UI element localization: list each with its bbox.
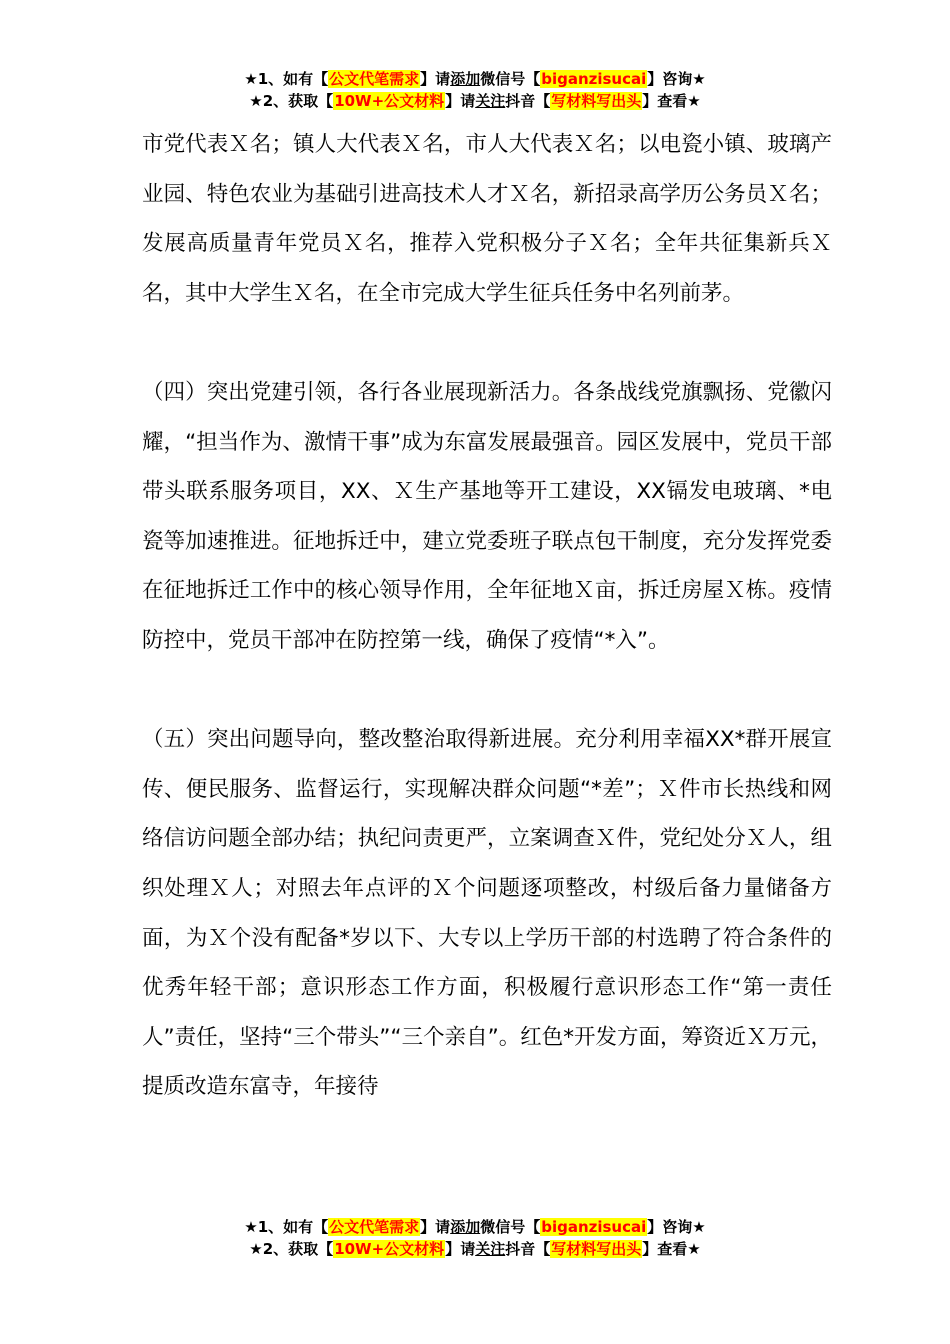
banner-text: 】查看★ [642, 92, 701, 110]
underlined-text: 关注 [475, 92, 506, 110]
highlight-label: 10W+公文材料 [334, 92, 445, 110]
banner-text: 】咨询★ [647, 70, 706, 88]
banner-line-1 [0, 68, 950, 90]
banner-text: 】请 [420, 1218, 451, 1236]
paragraph-section-4: （四）突出党建引领，各行各业展现新活力。各条战线党旗飘扬、党徽闪耀，“担当作为、激情干事”成为东富发展最强音。园区发展中，党员干部带头联系服务项目，XX、Ｘ生产基地等开工建设，XX镉发电玻璃、*电瓷等加速推进。征地拆迁中，建立党委班子联点包干制度，充分发挥党委在征地拆迁工作中的核心领导作用，全年征地Ｘ亩，拆迁房屋Ｘ栋。疫情防控中，党员干部冲在防控第一线，确保了疫情“*入”。 [142, 379, 832, 653]
banner-line-1 [0, 1216, 950, 1238]
banner-text: ★2、获取【 [249, 1240, 334, 1258]
footer-banner [0, 1216, 950, 1260]
banner-text: 微信号【 [480, 70, 541, 88]
banner-text: 微信号【 [480, 1218, 541, 1236]
highlight-label: 公文代笔需求 [329, 70, 420, 88]
wechat-id-highlight: biganzisucai [541, 70, 647, 88]
highlight-label: 公文代笔需求 [329, 1218, 420, 1236]
paragraph-spacer [142, 666, 832, 716]
underlined-text: 添加 [450, 70, 481, 88]
paragraph-section-5: （五）突出问题导向，整改整治取得新进展。充分利用幸福XX*群开展宣传、便民服务、监督运行，实现解决群众问题“*差”；Ｘ件市长热线和网络信访问题全部办结；执纪问责更严，立案调查Ｘ件，党纪处分Ｘ人，组织处理Ｘ人；对照去年点评的Ｘ个问题逐项整改，村级后备力量储备方面，为Ｘ个没有配备*岁以下、大专以上学历干部的村选聘了符合条件的优秀年轻干部；意识形态工作方面，积极履行意识形态工作“第一责任人”责任，坚持“三个带头”“三个亲自”。红色*开发方面，筹资近Ｘ万元，提质改造东富寺，年接待 [142, 727, 832, 1100]
banner-text: 】请 [445, 92, 476, 110]
header-banner [0, 68, 950, 112]
wechat-id-highlight: biganzisucai [541, 1218, 647, 1236]
banner-text: 】请 [445, 1240, 476, 1258]
document-body [142, 120, 832, 1112]
banner-text: 抖音【 [505, 92, 551, 110]
banner-text: ★2、获取【 [249, 92, 334, 110]
paragraph: 市党代表Ｘ名；镇人大代表Ｘ名，市人大代表Ｘ名；以电瓷小镇、玻璃产业园、特色农业为基础引进高技术人才Ｘ名，新招录高学历公务员Ｘ名；发展高质量青年党员Ｘ名，推荐入党积极分子Ｘ名；全年共征集新兵Ｘ名，其中大学生Ｘ名，在全市完成大学生征兵任务中名列前茅。 [142, 132, 832, 306]
douyin-account-highlight: 写材料写出头 [551, 92, 642, 110]
paragraph-spacer [142, 318, 832, 368]
banner-line-2 [0, 90, 950, 112]
banner-text: 】查看★ [642, 1240, 701, 1258]
underlined-text: 关注 [475, 1240, 506, 1258]
douyin-account-highlight: 写材料写出头 [551, 1240, 642, 1258]
banner-text: 抖音【 [505, 1240, 551, 1258]
banner-text: ★1、如有【 [244, 1218, 329, 1236]
banner-text: ★1、如有【 [244, 70, 329, 88]
banner-line-2 [0, 1238, 950, 1260]
banner-text: 】请 [420, 70, 451, 88]
banner-text: 】咨询★ [647, 1218, 706, 1236]
highlight-label: 10W+公文材料 [334, 1240, 445, 1258]
underlined-text: 添加 [450, 1218, 481, 1236]
